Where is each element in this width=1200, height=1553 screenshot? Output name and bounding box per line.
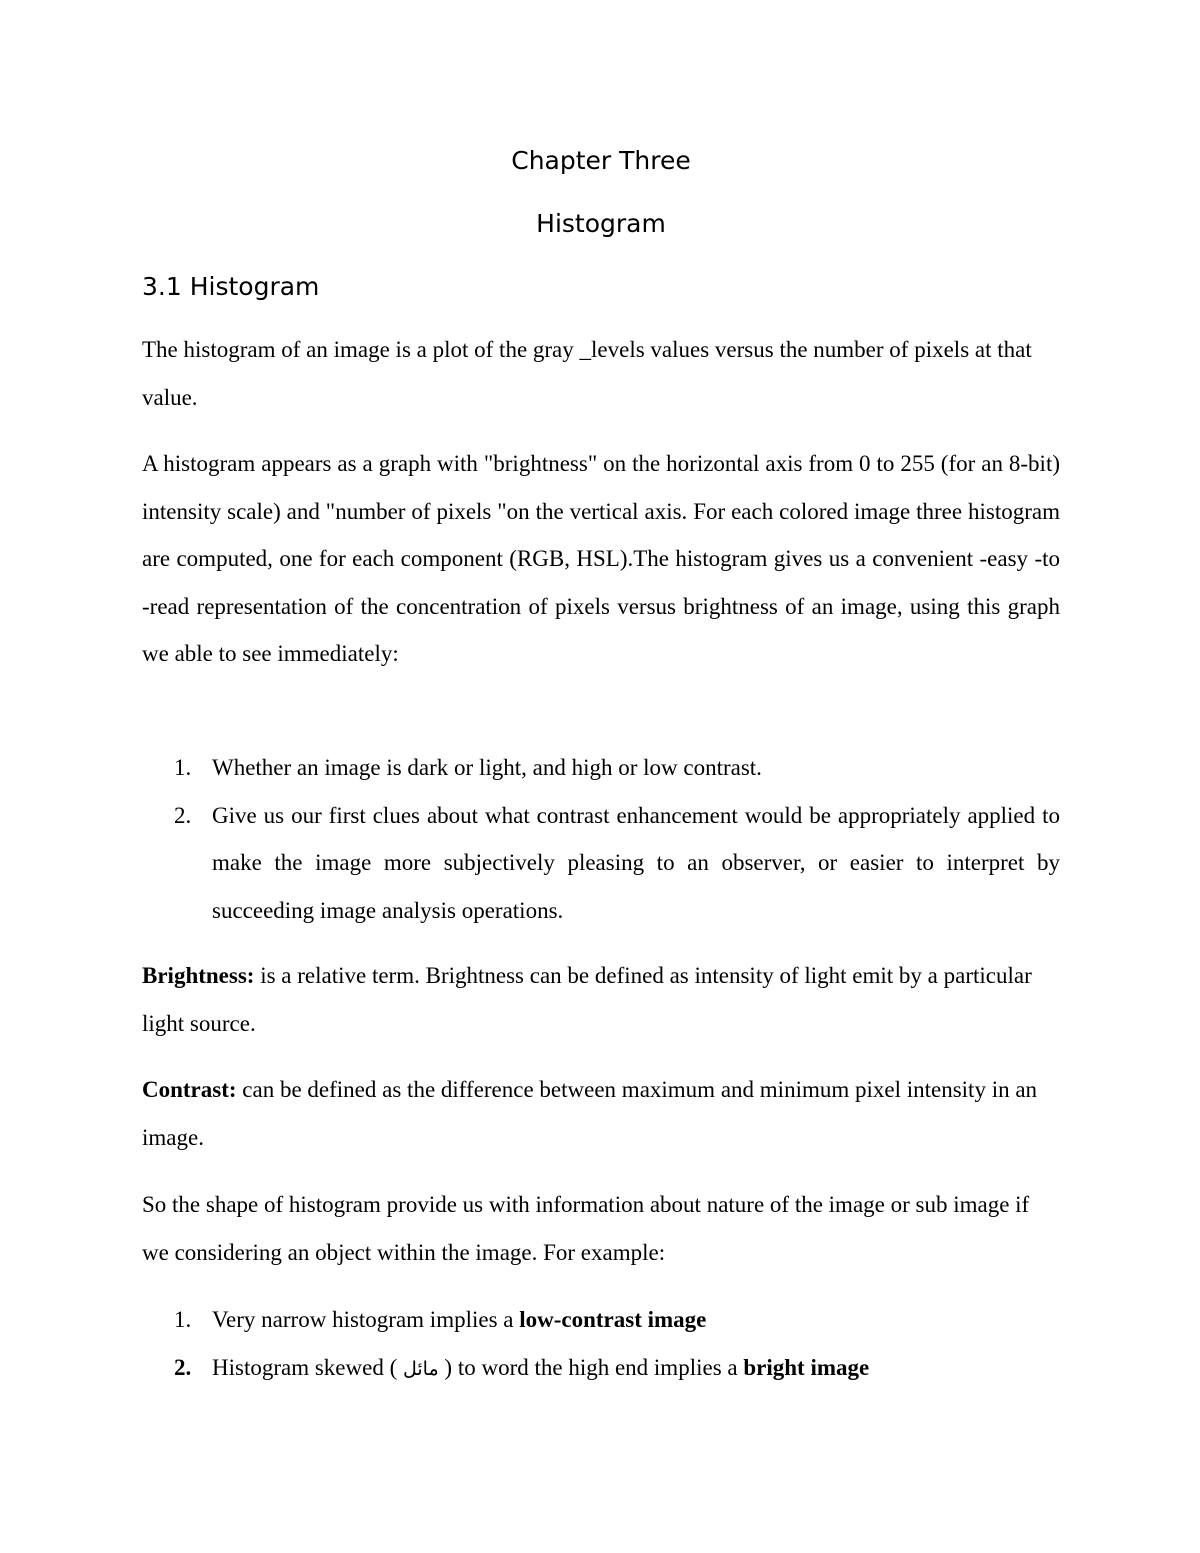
paragraph-brightness [142, 952, 1060, 1047]
contrast-term: Contrast: [142, 1077, 237, 1102]
chapter-subtitle: Histogram [536, 209, 666, 238]
list-item [142, 1344, 1060, 1394]
paragraph-histogram-description: A histogram appears as a graph with "brightness" on the horizontal axis from 0 to 255 (for an 8-bit) intensity scale) and "number of pixels "on the vertical axis. For each colored image three histogram are computed, one for each component (RGB, HSL).The histogram gives us a convenient -easy -to -read representation of the concentration of pixels versus brightness of an image, using this graph we able to see immediately: [142, 451, 1060, 666]
arabic-term: مائل [403, 1357, 439, 1380]
list-item-number: 2. [174, 802, 192, 828]
list-item-text: Very narrow histogram implies a [212, 1307, 520, 1332]
list-item [142, 1296, 1060, 1344]
list-histogram-uses [142, 744, 1060, 934]
list-item-text: Histogram skewed ( [212, 1354, 403, 1380]
chapter-title: Chapter Three [511, 146, 691, 175]
list-item [142, 744, 1060, 792]
list-item [142, 792, 1060, 935]
list-item-text-middle: ) to word the high end implies a [438, 1354, 744, 1380]
list-item-text: Whether an image is dark or light, and high or low contrast. [212, 755, 762, 780]
list-item-bold-text: low-contrast image [519, 1307, 707, 1332]
list-item-number: 1. [174, 755, 192, 780]
contrast-definition: can be defined as the difference between maximum and minimum pixel intensity in an image. [142, 1077, 1038, 1150]
paragraph-contrast [142, 1066, 1060, 1161]
document-page [142, 0, 1060, 1553]
list-item-number: 1. [174, 1307, 192, 1332]
brightness-definition: is a relative term. Brightness can be defined as intensity of light emit by a particular light source. [142, 963, 1032, 1036]
list-histogram-shapes [142, 1296, 1060, 1393]
list-item-text: Give us our first clues about what contrast enhancement would be appropriately applied to make the image more subjectively pleasing to an observer, or easier to interpret by succeeding image analysis operations. [212, 802, 1060, 923]
paragraph-histogram-shape: So the shape of histogram provide us with information about nature of the image or sub image if we considering an object within the image. For example: [142, 1192, 1030, 1265]
list-item-bold-text: bright image [743, 1354, 870, 1380]
paragraph-histogram-definition: The histogram of an image is a plot of the gray _levels values versus the number of pixels at that value. [142, 337, 1032, 410]
list-item-number: 2. [174, 1354, 192, 1380]
section-heading: 3.1 Histogram [142, 272, 320, 301]
brightness-term: Brightness: [142, 963, 255, 988]
